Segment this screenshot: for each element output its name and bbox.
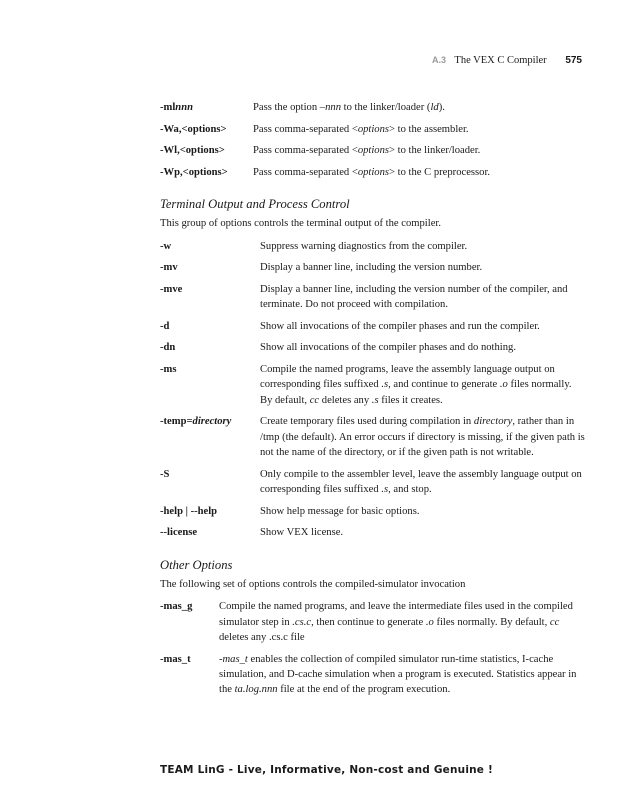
option-name: -Wl,<options>: [160, 145, 225, 157]
option-name: -dn: [160, 342, 176, 354]
section-intro-terminal: This group of options controls the terminal output of the compiler.: [160, 218, 441, 230]
option-name: -temp=directory: [160, 416, 232, 428]
option-name: -mv: [160, 262, 178, 274]
option-row: [160, 599, 585, 645]
option-desc: Only compile to the assembler level, leave the assembly language output on corresponding files suffixed .s, and stop.: [260, 468, 582, 496]
option-desc: Show all invocations of the compiler phases and run the compiler.: [260, 320, 540, 332]
option-name: -mve: [160, 283, 183, 295]
option-name: --license: [160, 527, 198, 539]
section-number: A.3: [431, 55, 446, 65]
option-name: -mas_g: [160, 601, 193, 613]
option-desc: Pass comma-separated <options> to the linker/loader.: [253, 145, 481, 157]
option-row: [160, 143, 585, 158]
option-desc: Compile the named programs, and leave the intermediate files used in the compiled simulator step in .cs.c, then continue to generate .o files normally. By default, cc deletes any .cs.c file: [219, 601, 573, 643]
option-row: [160, 340, 585, 355]
section-title: The VEX C Compiler: [454, 55, 547, 66]
option-row: [160, 282, 585, 313]
option-row: [160, 414, 585, 460]
option-name: -mlnnn: [160, 102, 193, 113]
option-desc: Suppress warning diagnostics from the compiler.: [260, 240, 468, 252]
option-row: [160, 239, 585, 254]
option-desc: -mas_t enables the collection of compiled simulator run-time statistics, I-cache simulation, and D-cache simulation when a program is executed. Statistics appear in the ta.log.nnn file at the end of the program execution.: [219, 653, 577, 696]
option-desc: Pass comma-separated <options> to the assembler.: [253, 123, 469, 135]
option-row: [160, 362, 585, 408]
option-name: -ms: [160, 363, 177, 375]
option-desc: Compile the named programs, leave the assembly language output on corresponding files suffixed .s, and continue to generate .o files normally. By default, cc deletes any .s files it creates.: [260, 363, 572, 406]
option-name: -Wa,<options>: [160, 123, 227, 135]
option-row: [160, 652, 585, 698]
option-desc: Pass the option –nnn to the linker/loader (ld).: [253, 102, 445, 113]
option-name: -Wp,<options>: [160, 166, 228, 178]
running-header: [432, 53, 582, 68]
option-row: [160, 100, 585, 115]
option-name: -mas_t: [160, 653, 191, 665]
option-row: [160, 525, 585, 540]
footer-watermark: TEAM LinG - Live, Informative, Non-cost and Genuine !: [160, 764, 493, 776]
section-heading-terminal: Terminal Output and Process Control: [160, 197, 350, 212]
option-name: -help | --help: [160, 505, 218, 517]
linker-option-list: [160, 100, 585, 180]
other-option-list: [160, 599, 585, 698]
option-desc: Create temporary files used during compilation in directory, rather than in /tmp (the default). An error occurs if directory is missing, if the given path is not the name of the directory, or if the given path is not writable.: [260, 416, 585, 459]
option-desc: Display a banner line, including the version number.: [260, 262, 483, 274]
section-intro-other: The following set of options controls the compiled-simulator invocation: [160, 578, 466, 590]
option-desc: Display a banner line, including the version number of the compiler, and terminate. Do not proceed with compilation.: [260, 283, 568, 311]
page-number: 575: [565, 55, 582, 66]
option-row: [160, 260, 585, 275]
option-desc: Pass comma-separated <options> to the C preprocessor.: [253, 166, 491, 178]
terminal-option-list: [160, 239, 585, 541]
option-desc: Show all invocations of the compiler phases and do nothing.: [260, 342, 516, 354]
option-row: [160, 165, 585, 180]
option-desc: Show help message for basic options.: [260, 505, 420, 517]
option-name: -w: [160, 240, 172, 252]
option-row: [160, 122, 585, 137]
option-row: [160, 504, 585, 519]
page-body: [160, 100, 585, 704]
section-heading-other: Other Options: [160, 557, 233, 572]
option-row: [160, 319, 585, 334]
option-row: [160, 467, 585, 498]
option-desc: Show VEX license.: [260, 527, 344, 539]
option-name: -S: [160, 468, 170, 480]
option-name: -d: [160, 320, 170, 332]
